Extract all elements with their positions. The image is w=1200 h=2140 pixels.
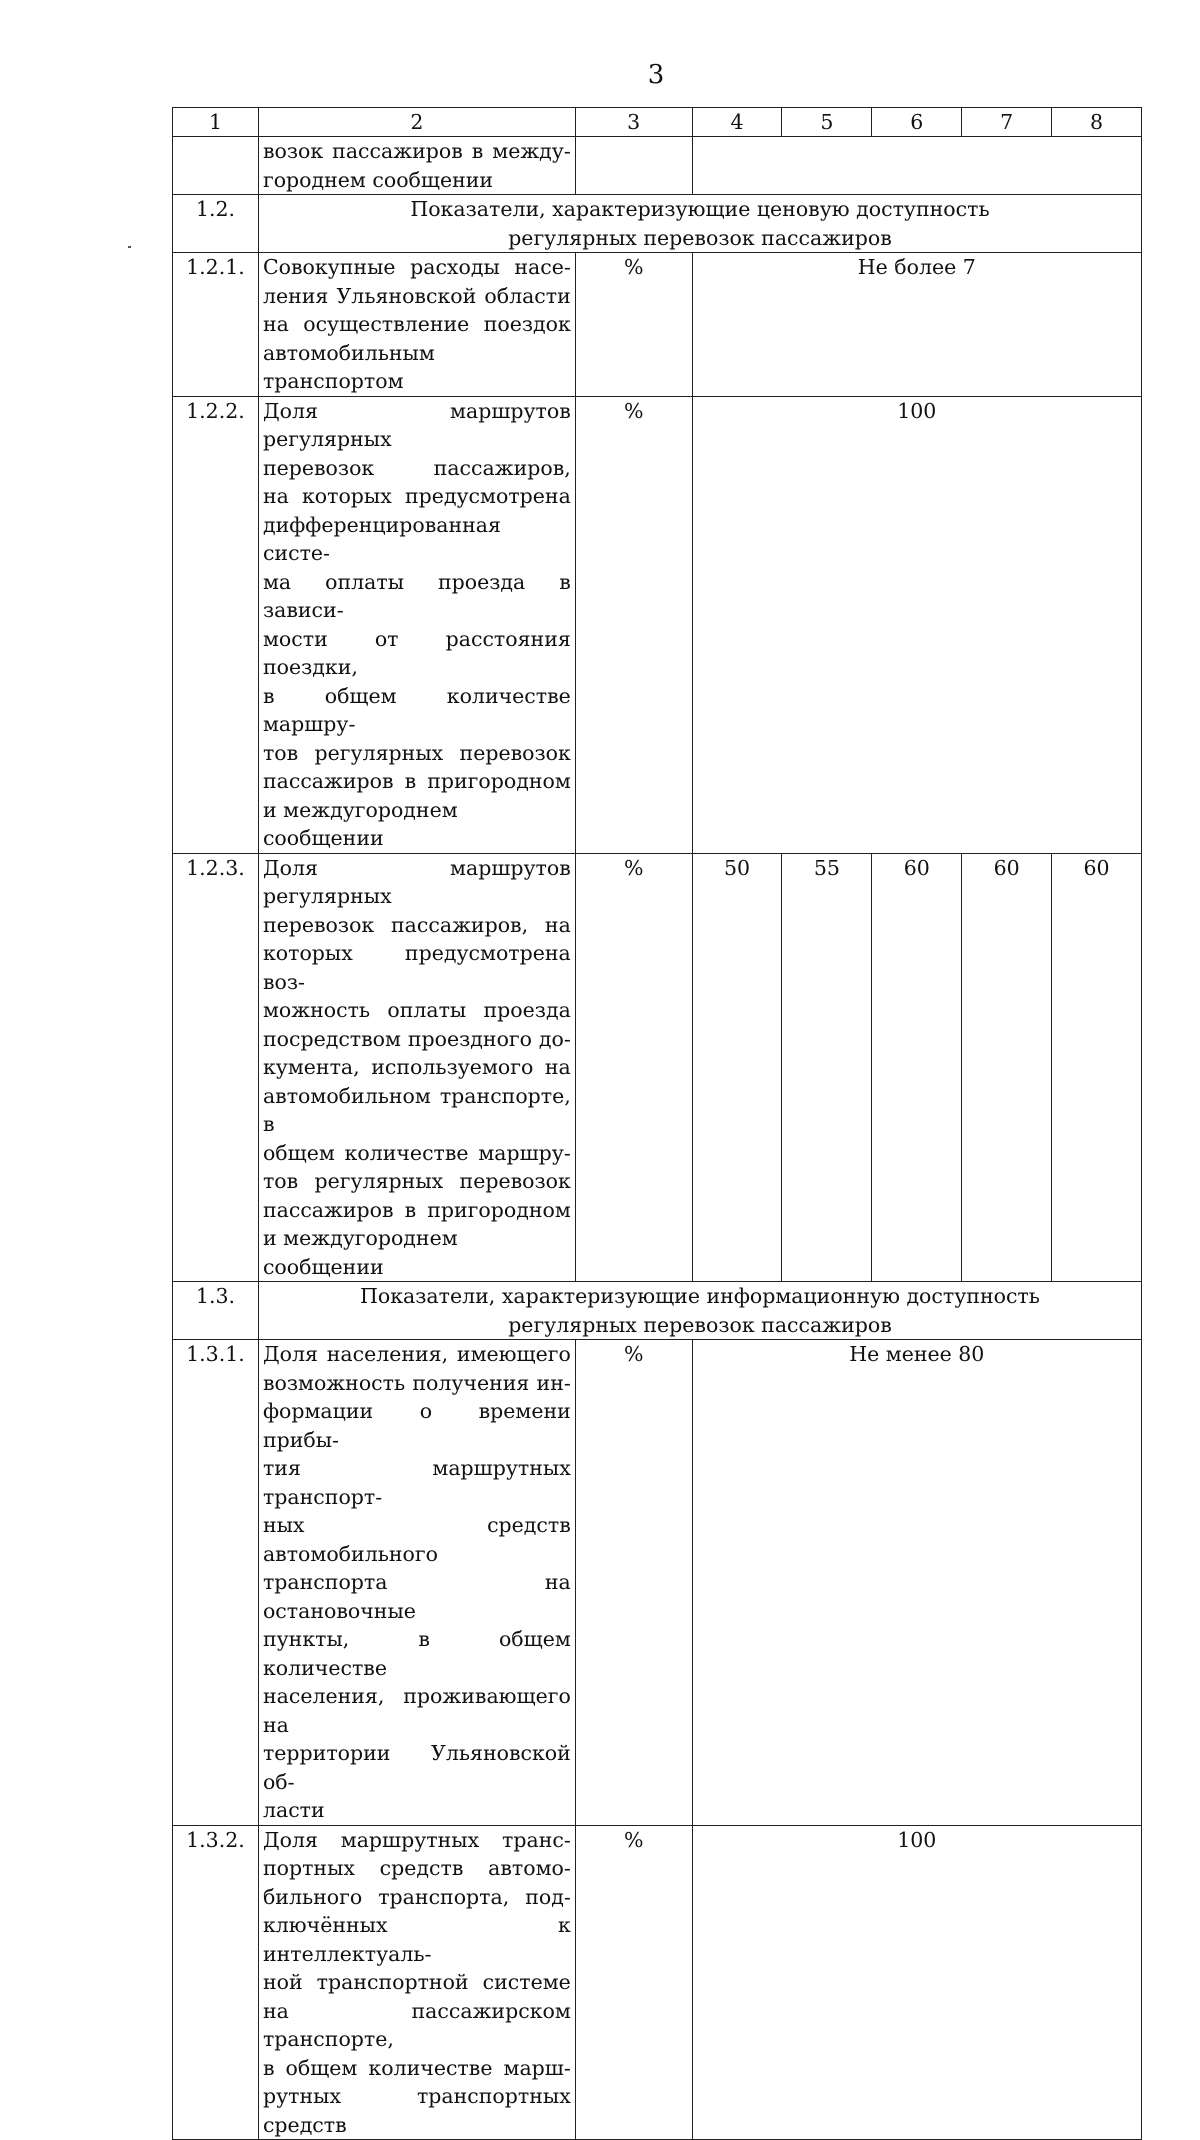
text-line: ласти [262,1798,325,1822]
text-line: мости от расстояния поездки, [262,626,571,679]
row-value: Не более 7 [692,253,1141,397]
text-line: посредством проездного до- [262,1026,571,1051]
text-line: формации о времени прибы- [262,1399,571,1452]
text-line: пассажиров в пригородном [262,1197,571,1222]
row-value: Не менее 80 [692,1340,1141,1826]
row-unit: % [575,853,692,1282]
text-line: ления Ульяновской области [262,283,571,308]
col-header-7: 7 [962,108,1052,137]
row-value: 100 [692,396,1141,853]
text-line: рутных транспортных [262,2084,571,2108]
row-number: 1.2.1. [173,253,259,397]
text-line: на пассажирском транспорте, [262,1998,571,2051]
text-line: общем количестве маршру- [262,1140,571,1165]
text-line: территории Ульяновской об- [262,1741,571,1794]
text-line: транспорта на остановочные [262,1570,571,1623]
text-line: тов регулярных перевозок [262,1169,571,1193]
section-number: 1.2. [173,195,259,253]
col-header-6: 6 [872,108,962,137]
row-unit: % [575,1340,692,1826]
text-line: Доля маршрутов регулярных [262,855,571,908]
row-unit [575,137,692,195]
text-line: тов регулярных перевозок [262,740,571,765]
section-number: 1.3. [173,1282,259,1340]
col-header-2: 2 [258,108,575,137]
row-number: 1.2.3. [173,853,259,1282]
text-line: бильного транспорта, под- [262,1884,571,1909]
text-line: кумента, используемого на [262,1055,571,1079]
row-value [692,137,1141,195]
text-line: городнем сообщении [262,167,494,192]
text-line: ма оплаты проезда в зависи- [262,569,571,622]
text-line: ных средств автомобильного [262,1513,571,1566]
row-unit: % [575,253,692,397]
text-line: возможность получения ин- [262,1370,571,1395]
row-number: 1.3.2. [173,1825,259,2140]
text-line: и междугороднем сообщении [262,1226,458,1279]
text-line: перевозок пассажиров, [262,455,571,480]
text-line: Доля маршрутов регулярных [262,398,571,451]
col-header-3: 3 [575,108,692,137]
table-row [173,396,1142,853]
table-row [173,1825,1142,2140]
section-title-line: Показатели, характеризующие информационную доступность [359,1284,1040,1308]
text-line: пункты, в общем количестве [262,1627,571,1680]
table-row [173,853,1142,1282]
table-row [173,137,1142,195]
text-line: Доля маршрутных транс- [262,1827,571,1852]
text-line: ной транспортной системе [262,1970,571,1994]
text-line: на осуществление поездок [262,312,571,336]
row-value: 100 [692,1825,1141,2140]
row-number [173,137,259,195]
table-header-row [173,108,1142,137]
text-line: в общем количестве маршру- [262,683,571,736]
row-text [258,853,575,1282]
row-unit: % [575,396,692,853]
section-title-line: регулярных перевозок пассажиров [508,225,892,250]
text-line: которых предусмотрена воз- [262,941,571,994]
col-header-4: 4 [692,108,782,137]
text-line: пассажиров в пригородном [262,769,571,793]
text-line: тия маршрутных транспорт- [262,1456,571,1509]
scan-artifact-dot [128,246,131,248]
section-row [173,195,1142,253]
page-number: 3 [647,60,665,90]
text-line: Совокупные расходы насе- [262,255,571,279]
col-header-1: 1 [173,108,259,137]
text-line: и междугороднем сообщении [262,797,458,850]
section-row [173,1282,1142,1340]
section-title-line: Показатели, характеризующие ценовую доступность [410,197,990,221]
text-line: можность оплаты проезда [262,998,571,1022]
text-line: населения, проживающего на [262,1684,571,1737]
text-line: перевозок пассажиров, на [262,912,571,937]
row-number: 1.2.2. [173,396,259,853]
text-line: автомобильном транспорте, в [262,1083,571,1136]
text-line: автомобильным транспортом [262,340,435,393]
row-value-col4: 50 [692,853,782,1282]
row-value-col7: 60 [962,853,1052,1282]
row-text [258,137,575,195]
text-line: средств [262,2112,347,2137]
text-line: в общем количестве марш- [262,2055,571,2080]
row-text [258,1825,575,2140]
row-value-col8: 60 [1052,853,1142,1282]
table-row [173,253,1142,397]
text-line: Доля населения, имеющего [262,1342,571,1366]
text-line: дифференцированная систе- [262,512,501,565]
section-title [258,195,1141,253]
table-row [173,1340,1142,1826]
row-text [258,253,575,397]
row-value-col5: 55 [782,853,872,1282]
indicator-table [172,107,1142,2140]
text-line: на которых предусмотрена [262,484,571,508]
col-header-5: 5 [782,108,872,137]
row-text [258,1340,575,1826]
text-line: портных средств автомо- [262,1856,571,1880]
col-header-8: 8 [1052,108,1142,137]
section-title-line: регулярных перевозок пассажиров [508,1312,892,1337]
row-number: 1.3.1. [173,1340,259,1826]
row-text [258,396,575,853]
row-value-col6: 60 [872,853,962,1282]
text-line: возок пассажиров в между- [262,139,571,163]
section-title [258,1282,1141,1340]
text-line: ключённых к интеллектуаль- [262,1913,571,1966]
row-unit: % [575,1825,692,2140]
